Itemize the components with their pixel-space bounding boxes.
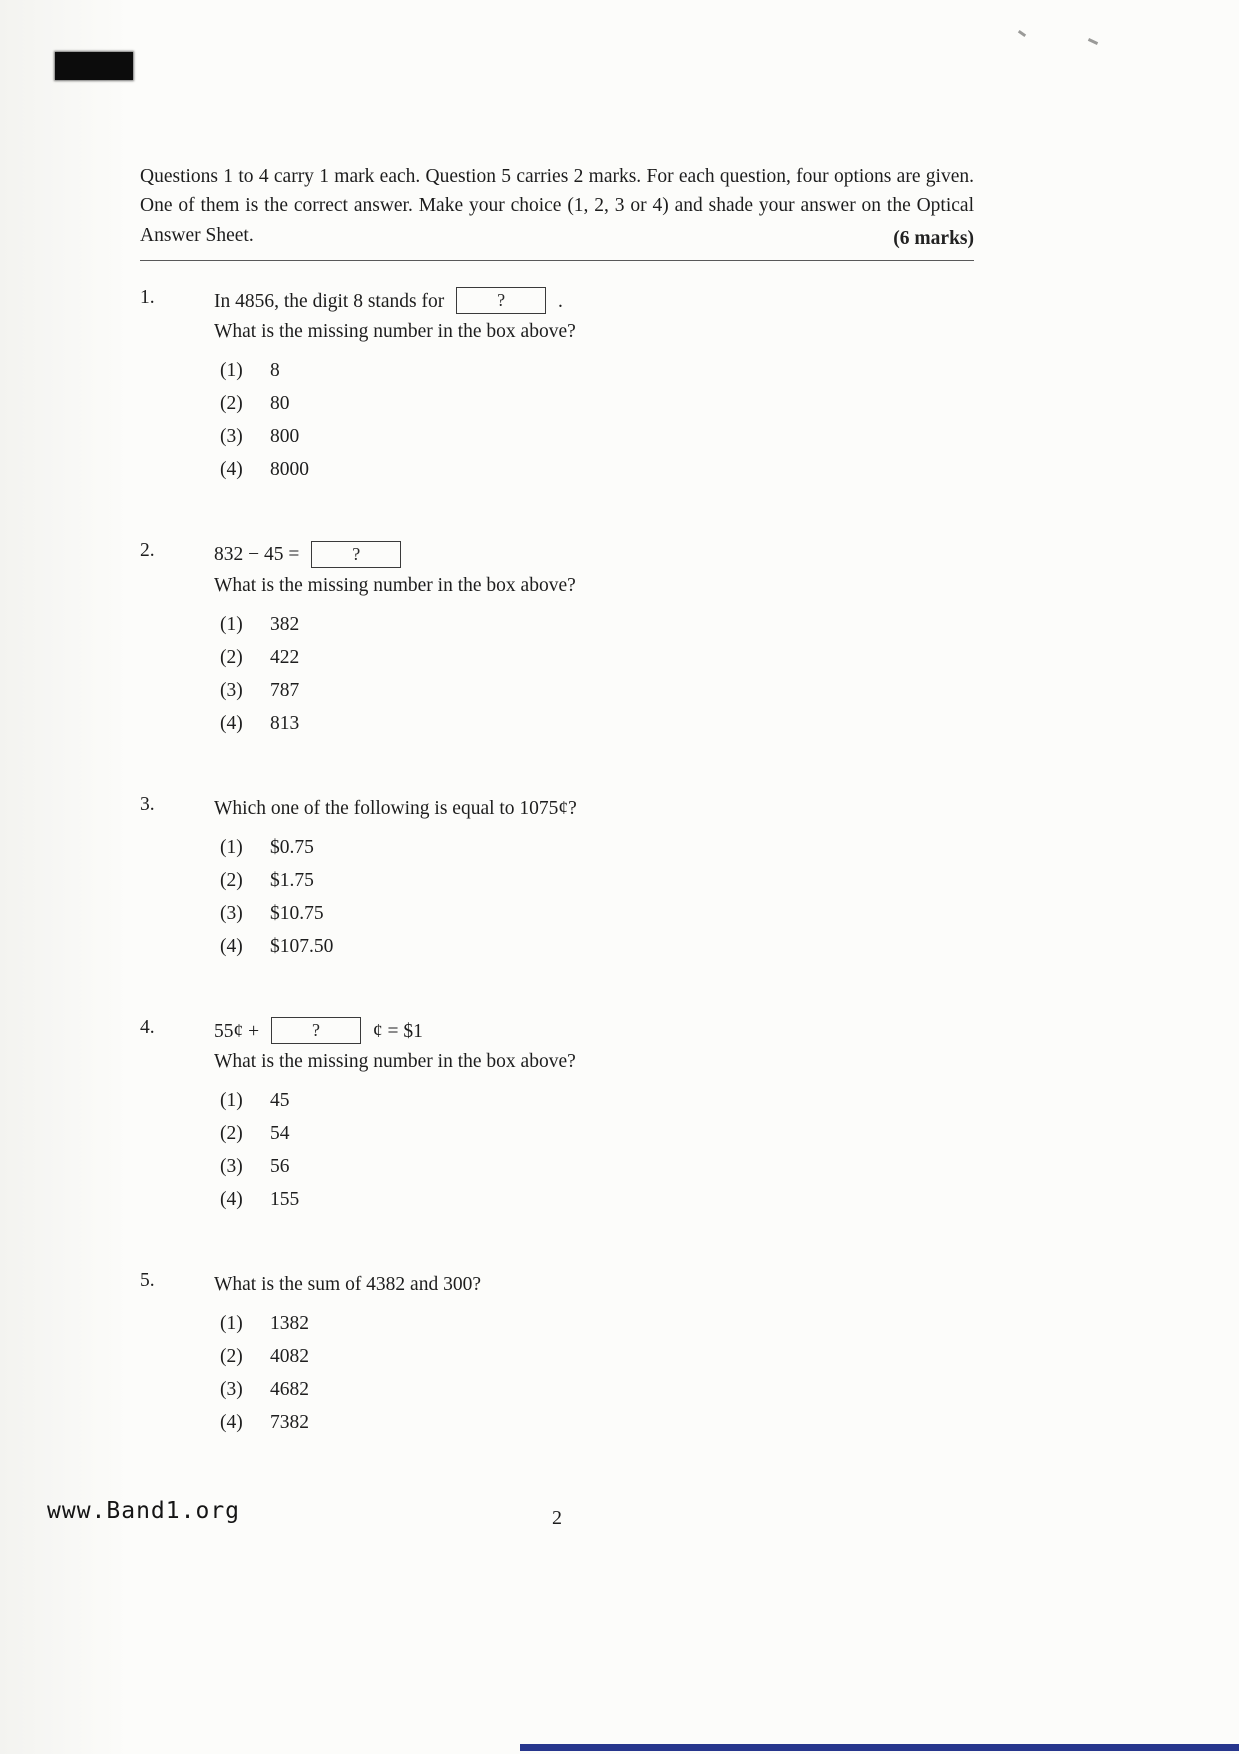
option-row <box>220 870 974 892</box>
option-label: (3) <box>220 1156 243 1178</box>
stem-text: In 4856, the digit 8 stands for <box>214 290 445 312</box>
option-row <box>220 360 974 382</box>
option-label: (3) <box>220 1379 243 1401</box>
option-row <box>220 1313 974 1335</box>
option-list <box>214 614 974 735</box>
option-value: $1.75 <box>270 869 314 891</box>
instructions-text: Questions 1 to 4 carry 1 mark each. Question 5 carries 2 marks. For each question, four options are given. One of them is the correct answer. Make your choice (1, 2, 3 or 4) and shade your answer on the Optical Answer Sheet. <box>140 166 974 246</box>
option-label: (4) <box>220 712 243 734</box>
option-row <box>220 680 974 702</box>
question <box>140 540 974 746</box>
question-stem <box>214 794 974 824</box>
option-value: 1382 <box>270 1313 309 1335</box>
header-divider <box>140 260 974 261</box>
scan-speck <box>1018 30 1026 37</box>
answer-box-placeholder: ? <box>497 290 506 311</box>
option-label: (4) <box>220 459 243 481</box>
option-list <box>214 1090 974 1211</box>
question-body <box>214 794 974 969</box>
header <box>140 162 974 250</box>
option-value: $107.50 <box>270 935 334 957</box>
bottom-scan-bar <box>520 1744 1239 1751</box>
option-list <box>214 1313 974 1434</box>
stem-text: . <box>557 290 563 312</box>
option-label: (2) <box>220 869 243 891</box>
option-value: 4682 <box>270 1379 309 1401</box>
option-row <box>220 459 974 481</box>
option-row <box>220 1346 974 1368</box>
redaction-box <box>55 52 133 80</box>
option-label: (3) <box>220 679 243 701</box>
option-value: 8 <box>270 360 280 382</box>
question <box>140 794 974 969</box>
stem-text: What is the sum of 4382 and 300? <box>214 1274 481 1296</box>
question-body <box>214 287 974 493</box>
option-label: (1) <box>220 613 243 635</box>
page-number: 2 <box>552 1507 562 1530</box>
answer-box <box>311 541 401 568</box>
question-number: 1. <box>140 286 155 308</box>
option-value: 45 <box>270 1090 290 1112</box>
option-row <box>220 1412 974 1434</box>
answer-box <box>456 287 546 314</box>
question-number: 3. <box>140 793 155 815</box>
option-label: (1) <box>220 360 243 382</box>
option-row <box>220 903 974 925</box>
option-label: (2) <box>220 646 243 668</box>
stem-text: ¢ = $1 <box>372 1020 423 1042</box>
stem-text: 55¢ + <box>214 1020 260 1042</box>
option-value: 382 <box>270 613 300 635</box>
option-value: 155 <box>270 1189 300 1211</box>
question-number: 5. <box>140 1270 155 1292</box>
question-list <box>140 287 974 1446</box>
option-value: $0.75 <box>270 836 314 858</box>
option-row <box>220 426 974 448</box>
option-row <box>220 647 974 669</box>
scan-speck <box>1088 38 1098 45</box>
option-row <box>220 614 974 636</box>
option-value: 787 <box>270 679 300 701</box>
page-content <box>140 162 974 1530</box>
question-subtext: What is the missing number in the box above? <box>214 321 576 343</box>
option-label: (4) <box>220 1412 243 1434</box>
option-row <box>220 1156 974 1178</box>
option-label: (1) <box>220 836 243 858</box>
option-row <box>220 393 974 415</box>
option-value: 800 <box>270 426 300 448</box>
option-label: (3) <box>220 426 243 448</box>
option-label: (2) <box>220 1123 243 1145</box>
question-body <box>214 540 974 746</box>
option-list <box>214 360 974 481</box>
option-value: 80 <box>270 393 290 415</box>
option-value: 56 <box>270 1156 290 1178</box>
option-value: 4082 <box>270 1346 309 1368</box>
answer-box-placeholder: ? <box>352 543 361 564</box>
option-value: 7382 <box>270 1412 309 1434</box>
question-stem <box>214 287 974 318</box>
question <box>140 287 974 493</box>
question-body <box>214 1017 974 1223</box>
option-row <box>220 936 974 958</box>
option-label: (2) <box>220 1346 243 1368</box>
option-value: 54 <box>270 1123 290 1145</box>
answer-box-placeholder: ? <box>312 1020 320 1041</box>
question-stem <box>214 540 974 571</box>
option-label: (3) <box>220 902 243 924</box>
question-stem <box>214 1270 974 1300</box>
option-row <box>220 1189 974 1211</box>
stem-text: Which one of the following is equal to 1075¢? <box>214 797 577 819</box>
question-subtext: What is the missing number in the box above? <box>214 1051 576 1073</box>
option-value: 8000 <box>270 459 309 481</box>
question-number: 4. <box>140 1016 155 1038</box>
option-label: (2) <box>220 393 243 415</box>
question <box>140 1017 974 1223</box>
answer-box <box>271 1017 361 1044</box>
question-body <box>214 1270 974 1445</box>
option-row <box>220 1090 974 1112</box>
option-row <box>220 1379 974 1401</box>
option-label: (1) <box>220 1090 243 1112</box>
marks-label: (6 marks) <box>893 227 974 249</box>
option-row <box>220 1123 974 1145</box>
option-row <box>220 713 974 735</box>
question <box>140 1270 974 1445</box>
question-stem <box>214 1017 974 1048</box>
option-list <box>214 837 974 958</box>
option-value: 813 <box>270 712 300 734</box>
watermark-url: www.Band1.org <box>47 1498 241 1524</box>
question-number: 2. <box>140 540 155 562</box>
option-label: (4) <box>220 1189 243 1211</box>
option-label: (4) <box>220 935 243 957</box>
stem-text: 832 − 45 = <box>214 544 300 566</box>
option-label: (1) <box>220 1313 243 1335</box>
option-row <box>220 837 974 859</box>
option-value: 422 <box>270 646 300 668</box>
question-subtext: What is the missing number in the box above? <box>214 574 576 596</box>
option-value: $10.75 <box>270 902 324 924</box>
